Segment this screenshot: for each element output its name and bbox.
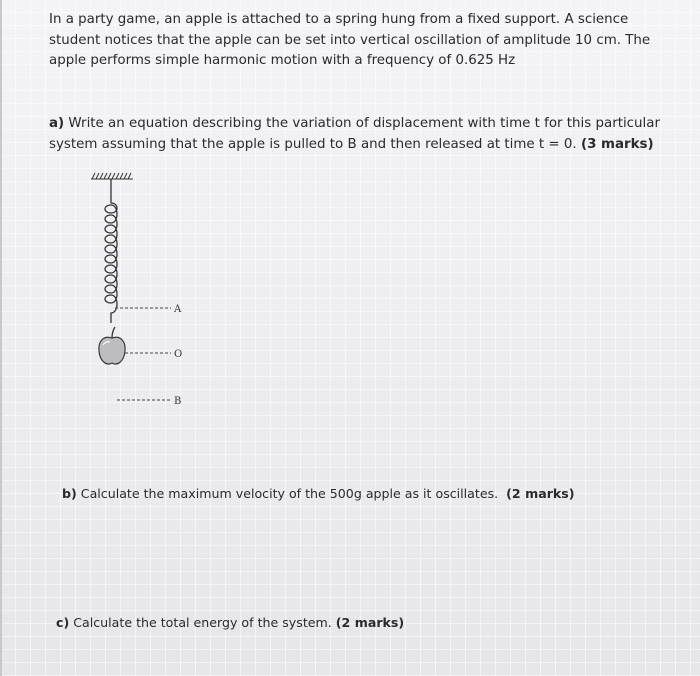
intro-line-2: student notices that the apple can be set into vertical oscillation of amplitude 10 cm. The xyxy=(49,32,651,48)
question-c-line xyxy=(56,613,576,634)
spring-diagram-svg xyxy=(85,165,205,415)
question-a-line-1 xyxy=(49,114,660,135)
question-a xyxy=(49,114,660,155)
label-o: O xyxy=(174,349,183,360)
question-b-line xyxy=(62,484,582,505)
question-a-line-2 xyxy=(49,135,654,156)
question-a-text-2: system assuming that the apple is pulled to B and then released at time t = 0. xyxy=(49,136,577,152)
question-c xyxy=(56,613,576,634)
question-c-marks: (2 marks) xyxy=(335,615,405,630)
intro-line-3: apple performs simple harmonic motion with a frequency of 0.625 Hz xyxy=(49,53,516,68)
fixed-support xyxy=(91,173,133,179)
intro-paragraph xyxy=(49,10,651,72)
apple-icon xyxy=(99,327,125,364)
label-a: A xyxy=(174,304,182,315)
question-a-label: a) xyxy=(49,116,65,131)
question-b-label: b) xyxy=(62,486,77,501)
intro-line-1: In a party game, an apple is attached to a spring hung from a fixed support. A science xyxy=(49,12,629,27)
question-b-marks: (2 marks) xyxy=(506,486,575,501)
page-left-edge xyxy=(0,0,2,676)
question-c-text: Calculate the total energy of the system. xyxy=(73,615,332,630)
question-a-text-1: Write an equation describing the variation of displacement with time t for this particular xyxy=(68,116,660,131)
question-a-marks: (3 marks) xyxy=(580,136,654,152)
question-b xyxy=(62,484,582,505)
label-b: B xyxy=(174,396,182,407)
question-c-label: c) xyxy=(56,615,70,630)
question-b-text: Calculate the maximum velocity of the 500g apple as it oscillates. xyxy=(80,486,499,501)
spring-coil xyxy=(105,179,117,323)
spring-apple-diagram xyxy=(85,165,205,415)
